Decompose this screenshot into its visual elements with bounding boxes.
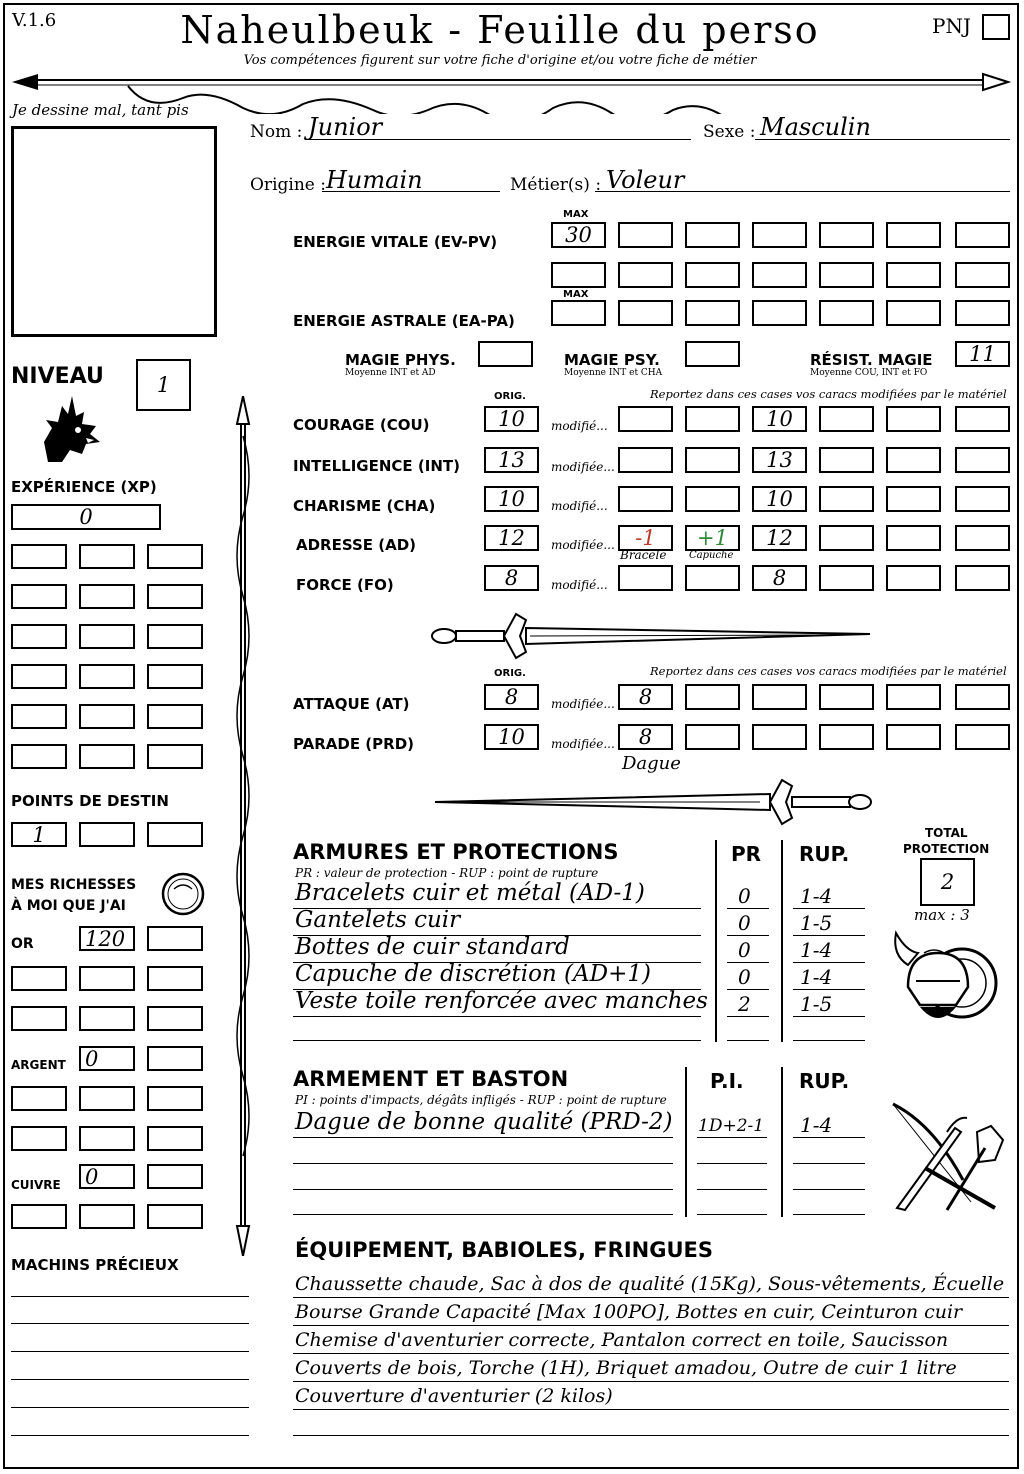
cha-mod-box[interactable] [819, 486, 874, 512]
metier-line [595, 191, 1010, 192]
cha-label: CHARISME (CHA) [293, 497, 436, 515]
fo-mod-box[interactable]: 8 [752, 565, 807, 591]
cha-orig-box[interactable]: 10 [484, 486, 539, 512]
equipement-line [293, 1435, 1009, 1436]
xp-cell[interactable] [79, 544, 135, 569]
cou-label: COURAGE (COU) [293, 416, 430, 434]
ea-label: ENERGIE ASTRALE (EA-PA) [293, 312, 515, 330]
equipement-line [293, 1353, 1009, 1354]
magie-psy-label: MAGIE PSY. [564, 351, 660, 369]
origine-label: Origine : [250, 175, 326, 195]
portrait-box[interactable] [11, 126, 217, 337]
portrait-caption: Je dessine mal, tant pis [12, 101, 189, 119]
page-subtitle: Vos compétences figurent sur votre fiche d'origine et/ou votre fiche de métier [243, 53, 757, 68]
int-label: INTELLIGENCE (INT) [293, 457, 460, 475]
ad-c1-note: Bracele [620, 548, 667, 562]
int-mod-box[interactable] [955, 447, 1010, 473]
pnj-label: PNJ [932, 14, 971, 38]
armure-line [727, 1016, 769, 1017]
armure-item-name[interactable]: Bottes de cuir standard [295, 934, 570, 960]
at-orig-box[interactable]: 8 [484, 684, 539, 710]
arme-line [697, 1189, 767, 1190]
magie-phys-label: MAGIE PHYS. [345, 351, 456, 369]
dragon-head-icon [38, 392, 106, 464]
magie-phys-box[interactable] [478, 341, 533, 367]
arme-line [293, 1189, 673, 1190]
equipement-line [293, 1297, 1009, 1298]
fo-mod-box[interactable] [685, 565, 740, 591]
cha-mod-box[interactable] [955, 486, 1010, 512]
int-orig-box[interactable]: 13 [484, 447, 539, 473]
resist-magie-note: Moyenne COU, INT et FO [810, 368, 928, 378]
ev-box[interactable] [551, 262, 606, 288]
magie-phys-note: Moyenne INT et AD [345, 368, 436, 378]
cou-mod-box[interactable] [618, 406, 673, 432]
armure-item-name[interactable]: Capuche de discrétion (AD+1) [295, 961, 651, 987]
arme-line [697, 1214, 767, 1215]
cuivre-cell[interactable] [79, 1204, 135, 1229]
ea-max-box[interactable] [551, 300, 606, 326]
at-mod-box[interactable] [955, 684, 1010, 710]
machins-line [11, 1379, 249, 1380]
cuivre-box[interactable]: 0 [79, 1164, 135, 1189]
at-mod-box[interactable] [819, 684, 874, 710]
at-mod-box[interactable] [886, 684, 941, 710]
xp-cell[interactable] [147, 624, 203, 649]
ad-mod-box[interactable]: -1 [618, 525, 673, 551]
armure-item-pr[interactable]: 0 [738, 965, 751, 989]
richesses-label-2: À MOI QUE J'AI [11, 898, 126, 914]
ea-box[interactable] [685, 300, 740, 326]
armement-rup-label: RUP. [799, 1069, 850, 1093]
argent-box[interactable] [147, 1046, 203, 1071]
prd-mod-box[interactable] [955, 724, 1010, 750]
prd-mod-box[interactable] [886, 724, 941, 750]
int-mod-box[interactable] [886, 447, 941, 473]
prd-mod-box[interactable] [685, 724, 740, 750]
armure-item-name[interactable]: Veste toile renforcée avec manches [295, 988, 708, 1014]
at-mod-box[interactable] [752, 684, 807, 710]
ev-box[interactable] [685, 262, 740, 288]
xp-cell[interactable] [79, 624, 135, 649]
total-protection-label: TOTAL [925, 826, 968, 840]
xp-cell[interactable] [147, 544, 203, 569]
combat-report-note: Reportez dans ces cases vos caracs modifiées par le matériel [650, 664, 1007, 678]
ad-mod-box[interactable] [886, 525, 941, 551]
armure-item-pr[interactable]: 2 [738, 992, 751, 1016]
fo-mod-box[interactable] [955, 565, 1010, 591]
or-cell[interactable] [147, 1006, 203, 1031]
cuivre-label: CUIVRE [11, 1178, 61, 1192]
or-box[interactable] [147, 926, 203, 951]
at-mod-box[interactable] [685, 684, 740, 710]
equipement-line-text[interactable]: Bourse Grande Capacité [Max 100PO], Bottes en cuir, Ceinturon cuir [295, 1301, 963, 1323]
xp-label: EXPÉRIENCE (XP) [11, 478, 157, 496]
argent-cell[interactable] [79, 1086, 135, 1111]
ev-box[interactable] [955, 222, 1010, 248]
page-title: Naheulbeuk - Feuille du perso [180, 8, 820, 52]
xp-cell[interactable] [147, 584, 203, 609]
argent-box[interactable]: 0 [79, 1046, 135, 1071]
total-protection-max: max : 3 [914, 906, 970, 924]
int-mod-box[interactable] [819, 447, 874, 473]
cou-mod-box[interactable] [886, 406, 941, 432]
resist-magie-label: RÉSIST. MAGIE [810, 351, 933, 369]
xp-cell[interactable] [11, 664, 67, 689]
ev-box[interactable] [685, 222, 740, 248]
armement-divider [781, 1067, 783, 1217]
weapon-note: Dague [622, 753, 681, 774]
cou-mod-box[interactable]: 10 [752, 406, 807, 432]
armure-line [793, 1016, 865, 1017]
cuivre-cell[interactable] [147, 1204, 203, 1229]
ev-box[interactable] [752, 222, 807, 248]
total-protection-box[interactable]: 2 [920, 858, 975, 906]
int-modifie-label: modifiée... [551, 460, 615, 474]
ea-max-label: MAX [563, 289, 589, 300]
ev-label: ENERGIE VITALE (EV-PV) [293, 233, 498, 251]
metier-value[interactable]: Voleur [606, 166, 685, 194]
machins-line [11, 1296, 249, 1297]
helmet-shield-icon [890, 925, 1002, 1035]
ad-mod-box[interactable] [819, 525, 874, 551]
machins-line [11, 1407, 249, 1408]
cha-mod-box[interactable]: 10 [752, 486, 807, 512]
armure-item-rup[interactable]: 1-5 [800, 911, 833, 935]
ev-box[interactable] [752, 262, 807, 288]
armure-item-name[interactable]: Bracelets cuir et métal (AD-1) [295, 880, 645, 906]
ad-mod-box[interactable]: +1 [685, 525, 740, 551]
origine-line [322, 191, 500, 192]
arme-item-pi[interactable]: 1D+2-1 [698, 1116, 765, 1136]
arme-item-name[interactable]: Dague de bonne qualité (PRD-2) [295, 1109, 673, 1135]
armement-note: PI : points d'impacts, dégâts infligés - RUP : point de rupture [295, 1093, 667, 1107]
armure-line [793, 989, 865, 990]
armure-line [793, 908, 865, 909]
argent-cell[interactable] [11, 1086, 67, 1111]
ev-box[interactable] [886, 222, 941, 248]
xp-cell[interactable] [11, 744, 67, 769]
equipement-line-text[interactable]: Couverts de bois, Torche (1H), Briquet amadou, Outre de cuir 1 litre [295, 1357, 957, 1379]
arme-line [793, 1214, 865, 1215]
prd-mod-box[interactable] [752, 724, 807, 750]
prd-label: PARADE (PRD) [293, 735, 415, 753]
version-label: V.1.6 [12, 10, 57, 31]
armement-divider [685, 1067, 687, 1217]
or-cell[interactable] [79, 1006, 135, 1031]
armement-pi-label: P.I. [710, 1069, 744, 1093]
sword-icon [430, 778, 875, 828]
fo-orig-box[interactable]: 8 [484, 565, 539, 591]
armure-line [727, 908, 769, 909]
armure-item-rup[interactable]: 1-4 [800, 884, 833, 908]
cuivre-cell[interactable] [11, 1204, 67, 1229]
prd-orig-box[interactable]: 10 [484, 724, 539, 750]
or-cell[interactable] [11, 1006, 67, 1031]
cuivre-box[interactable] [147, 1164, 203, 1189]
caracs-orig-label: ORIG. [494, 391, 526, 402]
ev-box[interactable] [886, 262, 941, 288]
cha-mod-box[interactable] [685, 486, 740, 512]
nom-value[interactable]: Junior [308, 113, 383, 141]
xp-cell[interactable] [11, 544, 67, 569]
int-mod-box[interactable]: 13 [752, 447, 807, 473]
destin-label: POINTS DE DESTIN [11, 792, 169, 810]
armure-item-pr[interactable]: 0 [738, 911, 751, 935]
xp-cell[interactable] [147, 704, 203, 729]
machins-label: MACHINS PRÉCIEUX [11, 1256, 179, 1274]
equipement-line-text[interactable]: Couverture d'aventurier (2 kilos) [295, 1385, 613, 1407]
ev-box[interactable] [618, 222, 673, 248]
armure-line [727, 935, 769, 936]
at-modifie-label: modifiée... [551, 697, 615, 711]
xp-box[interactable]: 0 [11, 504, 161, 530]
fo-label: FORCE (FO) [296, 576, 394, 594]
or-label: OR [11, 936, 34, 952]
xp-cell[interactable] [11, 704, 67, 729]
arme-line [293, 1163, 673, 1164]
pnj-checkbox[interactable] [982, 14, 1010, 40]
equipement-line [293, 1325, 1009, 1326]
fo-modifie-label: modifié... [551, 578, 608, 592]
armure-item-rup[interactable]: 1-4 [800, 938, 833, 962]
arme-line [793, 1137, 865, 1138]
armure-line [727, 1040, 769, 1041]
ev-box[interactable] [955, 262, 1010, 288]
armure-line [293, 1016, 701, 1017]
armure-item-pr[interactable]: 0 [738, 884, 751, 908]
sexe-label: Sexe : [703, 122, 756, 142]
total-protection-label-2: PROTECTION [903, 842, 990, 856]
ad-label: ADRESSE (AD) [296, 536, 417, 554]
armure-item-pr[interactable]: 0 [738, 938, 751, 962]
arme-line [793, 1189, 865, 1190]
armure-item-name[interactable]: Gantelets cuir [295, 907, 461, 933]
xp-cell[interactable] [79, 704, 135, 729]
ea-box[interactable] [819, 300, 874, 326]
argent-cell[interactable] [147, 1126, 203, 1151]
sexe-line [755, 139, 1010, 140]
or-box[interactable]: 120 [79, 926, 135, 951]
ad-orig-box[interactable]: 12 [484, 525, 539, 551]
or-cell[interactable] [79, 966, 135, 991]
armure-line [727, 962, 769, 963]
xp-cell[interactable] [79, 744, 135, 769]
resist-magie-box[interactable]: 11 [955, 341, 1010, 367]
destin-box[interactable] [79, 822, 135, 847]
equipement-line-text[interactable]: Chemise d'aventurier correcte, Pantalon correct en toile, Saucisson [295, 1329, 949, 1351]
cou-modifie-label: modifié... [551, 419, 608, 433]
arme-line [293, 1214, 673, 1215]
int-mod-box[interactable] [618, 447, 673, 473]
fo-mod-box[interactable] [886, 565, 941, 591]
machins-line [11, 1323, 249, 1324]
xp-cell[interactable] [11, 584, 67, 609]
armures-divider [781, 840, 783, 1042]
armure-line [293, 1040, 701, 1041]
ad-mod-box[interactable] [955, 525, 1010, 551]
origine-value[interactable]: Humain [326, 166, 423, 194]
arme-line [697, 1163, 767, 1164]
arme-line [697, 1137, 767, 1138]
argent-cell[interactable] [11, 1126, 67, 1151]
arme-item-rup[interactable]: 1-4 [800, 1113, 833, 1137]
nom-line [305, 139, 691, 140]
ad-c2-note: Capuche [689, 550, 734, 561]
at-label: ATTAQUE (AT) [293, 695, 410, 713]
armures-title: ARMURES ET PROTECTIONS [293, 840, 619, 864]
ea-box[interactable] [886, 300, 941, 326]
ev-box[interactable] [819, 222, 874, 248]
spear-icon [228, 396, 258, 1256]
xp-cell[interactable] [79, 664, 135, 689]
at-mod-box[interactable]: 8 [618, 684, 673, 710]
fo-mod-box[interactable] [618, 565, 673, 591]
metier-label: Métier(s) : [510, 175, 602, 195]
armure-line [793, 935, 865, 936]
ad-mod-box[interactable]: 12 [752, 525, 807, 551]
or-cell[interactable] [11, 966, 67, 991]
cha-modifie-label: modifié... [551, 499, 608, 513]
nom-label: Nom : [250, 122, 303, 142]
sword-icon [430, 610, 875, 660]
coin-icon [160, 871, 206, 917]
niveau-label: NIVEAU [11, 364, 104, 389]
magie-psy-note: Moyenne INT et CHA [564, 368, 663, 378]
cou-mod-box[interactable] [685, 406, 740, 432]
xp-cell[interactable] [79, 584, 135, 609]
prd-mod-box[interactable]: 8 [618, 724, 673, 750]
caracs-report-note: Reportez dans ces cases vos caracs modifiées par le matériel [650, 387, 1007, 401]
cha-mod-box[interactable] [618, 486, 673, 512]
prd-mod-box[interactable] [819, 724, 874, 750]
machins-line [11, 1435, 249, 1436]
armures-divider [715, 840, 717, 1042]
sexe-value[interactable]: Masculin [760, 113, 871, 141]
destin-box[interactable] [147, 822, 203, 847]
prd-modifie-label: modifiée... [551, 737, 615, 751]
equipement-line-text[interactable]: Chaussette chaude, Sac à dos de qualité (15Kg), Sous-vêtements, Écuelle [295, 1273, 1005, 1295]
ev-max-label: MAX [563, 209, 589, 220]
equipement-line [293, 1409, 1009, 1410]
arme-line [793, 1163, 865, 1164]
armures-rup-label: RUP. [799, 842, 850, 866]
ev-box[interactable] [618, 262, 673, 288]
machins-line [11, 1351, 249, 1352]
destin-box[interactable]: 1 [11, 822, 67, 847]
armures-pr-label: PR [731, 842, 762, 866]
argent-cell[interactable] [79, 1126, 135, 1151]
argent-cell[interactable] [147, 1086, 203, 1111]
arme-line [293, 1137, 673, 1138]
armure-item-rup[interactable]: 1-5 [800, 992, 833, 1016]
or-cell[interactable] [147, 966, 203, 991]
ad-modifie-label: modifiée... [551, 538, 615, 552]
armure-line [793, 1040, 865, 1041]
ea-box[interactable] [955, 300, 1010, 326]
cou-orig-box[interactable]: 10 [484, 406, 539, 432]
niveau-box[interactable]: 1 [136, 359, 191, 411]
equipement-line [293, 1381, 1009, 1382]
armures-note: PR : valeur de protection - RUP : point de rupture [295, 866, 599, 880]
armure-line [793, 962, 865, 963]
ea-box[interactable] [752, 300, 807, 326]
armure-line [727, 989, 769, 990]
magie-psy-box[interactable] [685, 341, 740, 367]
equipement-title: ÉQUIPEMENT, BABIOLES, FRINGUES [295, 1238, 713, 1262]
combat-orig-label: ORIG. [494, 668, 526, 679]
armement-title: ARMEMENT ET BASTON [293, 1067, 569, 1091]
xp-cell[interactable] [11, 624, 67, 649]
ev-box[interactable] [819, 262, 874, 288]
armure-item-rup[interactable]: 1-4 [800, 965, 833, 989]
xp-cell[interactable] [147, 744, 203, 769]
ev-max-box[interactable]: 30 [551, 222, 606, 248]
cha-mod-box[interactable] [886, 486, 941, 512]
cou-mod-box[interactable] [955, 406, 1010, 432]
ea-box[interactable] [618, 300, 673, 326]
int-mod-box[interactable] [685, 447, 740, 473]
argent-label: ARGENT [11, 1058, 66, 1072]
richesses-label: MES RICHESSES [11, 877, 137, 893]
cou-mod-box[interactable] [819, 406, 874, 432]
fo-mod-box[interactable] [819, 565, 874, 591]
weapons-icon [885, 1098, 1005, 1216]
xp-cell[interactable] [147, 664, 203, 689]
